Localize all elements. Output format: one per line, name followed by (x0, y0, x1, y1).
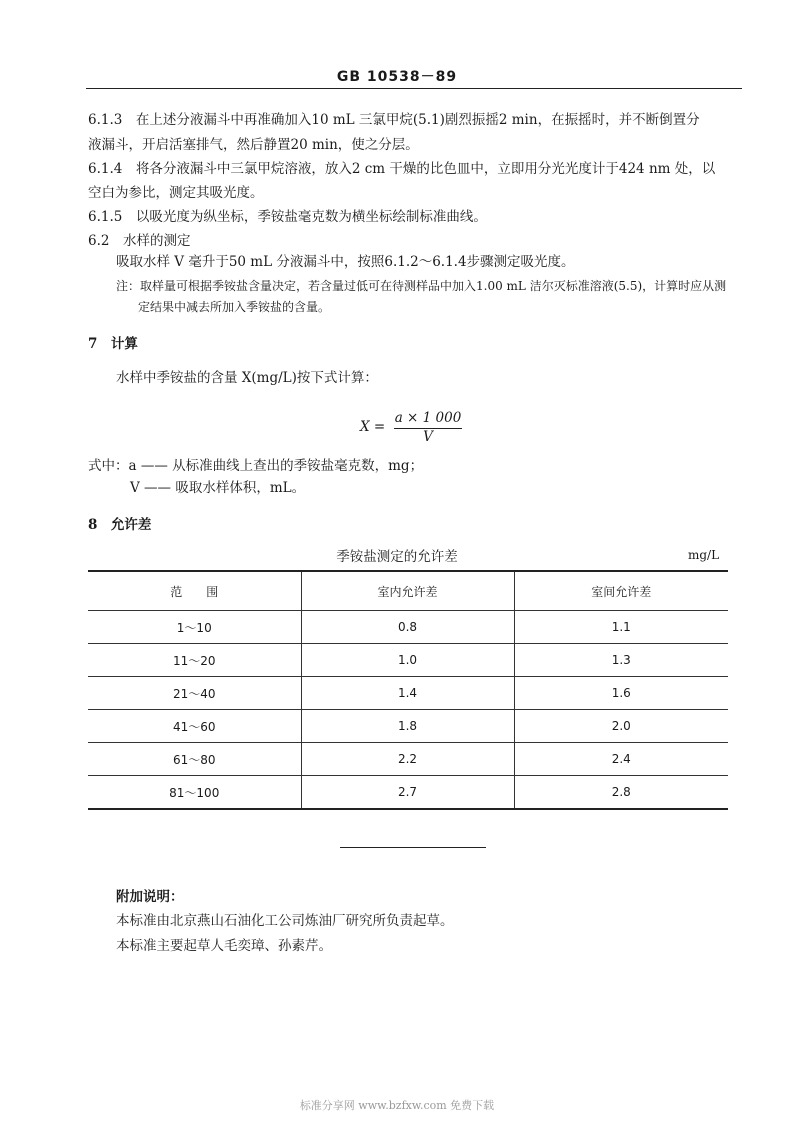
range-cell: 61～80 (88, 743, 301, 776)
appendix-line-1: 本标准由北京燕山石油化工公司炼油厂研究所负责起草。 (116, 913, 454, 929)
allowance-table (88, 570, 728, 810)
interlab-cell: 1.6 (514, 677, 728, 710)
intralab-cell: 2.2 (301, 743, 514, 776)
document-number: GB 10538－89 (336, 69, 458, 85)
interlab-cell: 1.3 (514, 644, 728, 677)
paragraph-6-1-4: 6.1.4 将各分液漏斗中三氯甲烷溶液，放入2 cm 干燥的比色皿中，立即用分光光度计于424 nm 处，以 (88, 161, 716, 177)
interlab-cell: 2.4 (514, 743, 728, 776)
formula-numerator: a × 1 000 (394, 410, 462, 426)
paragraph-6-2: 吸取水样 V 毫升于50 mL 分液漏斗中，按照6.1.2～6.1.4步骤测定吸光度。 (116, 254, 575, 270)
paragraph-6-1-5: 6.1.5 以吸光度为纵坐标，季铵盐毫克数为横坐标绘制标准曲线。 (88, 209, 487, 225)
range-cell: 41～60 (88, 710, 301, 743)
table-row (88, 743, 728, 776)
table-unit: mg/L (688, 548, 720, 562)
table-header-row (88, 571, 728, 611)
note-line-2: 定结果中减去所加入季铵盐的含量。 (138, 300, 331, 314)
table-row (88, 677, 728, 710)
appendix-title: 附加说明： (116, 889, 184, 905)
note-line-1: 注：取样量可根据季铵盐含量决定，若含量过低可在待测样品中加入1.00 mL 洁尔灭标准溶液(5.5)，计算时应从测 (116, 279, 727, 293)
intralab-cell: 2.7 (301, 776, 514, 810)
where-clause-a: 式中：a —— 从标准曲线上查出的季铵盐毫克数，mg； (88, 458, 424, 474)
table-row (88, 776, 728, 810)
intralab-cell: 1.4 (301, 677, 514, 710)
table-row (88, 611, 728, 644)
section-separator-rule (340, 847, 486, 848)
intralab-cell: 0.8 (301, 611, 514, 644)
range-cell: 21～40 (88, 677, 301, 710)
intralab-cell: 1.8 (301, 710, 514, 743)
table-title: 季铵盐测定的允许差 (336, 549, 458, 565)
column-header-range: 范 围 (88, 571, 301, 611)
header-rule (86, 88, 742, 89)
heading-6-2: 6.2 水样的测定 (88, 233, 191, 249)
paragraph-6-1-4-continued: 空白为参比，测定其吸光度。 (88, 185, 264, 201)
paragraph-6-1-3-continued: 液漏斗，开启活塞排气，然后静置20 min，使之分层。 (88, 137, 419, 153)
interlab-cell: 2.0 (514, 710, 728, 743)
table-row (88, 644, 728, 677)
column-header-intralab: 室内允许差 (301, 571, 514, 611)
table-row (88, 710, 728, 743)
formula-lhs: X = (360, 419, 386, 435)
range-cell: 81～100 (88, 776, 301, 810)
calculation-intro: 水样中季铵盐的含量 X(mg/L)按下式计算： (116, 370, 378, 386)
interlab-cell: 1.1 (514, 611, 728, 644)
intralab-cell: 1.0 (301, 644, 514, 677)
footer-watermark: 标准分享网 www.bzfxw.com 免费下载 (299, 1099, 495, 1112)
range-cell: 11～20 (88, 644, 301, 677)
appendix-line-2: 本标准主要起草人毛奕璋、孙素芹。 (116, 938, 332, 954)
heading-8: 8 允许差 (88, 517, 152, 533)
where-clause-v: V —— 吸取水样体积，mL。 (130, 480, 306, 496)
formula-denominator: V (423, 429, 433, 445)
column-header-interlab: 室间允许差 (514, 571, 728, 611)
range-cell: 1～10 (88, 611, 301, 644)
heading-7: 7 计算 (88, 336, 138, 352)
interlab-cell: 2.8 (514, 776, 728, 810)
paragraph-6-1-3: 6.1.3 在上述分液漏斗中再准确加入10 mL 三氯甲烷(5.1)剧烈振摇2 min，在振摇时，并不断倒置分 (88, 112, 700, 128)
